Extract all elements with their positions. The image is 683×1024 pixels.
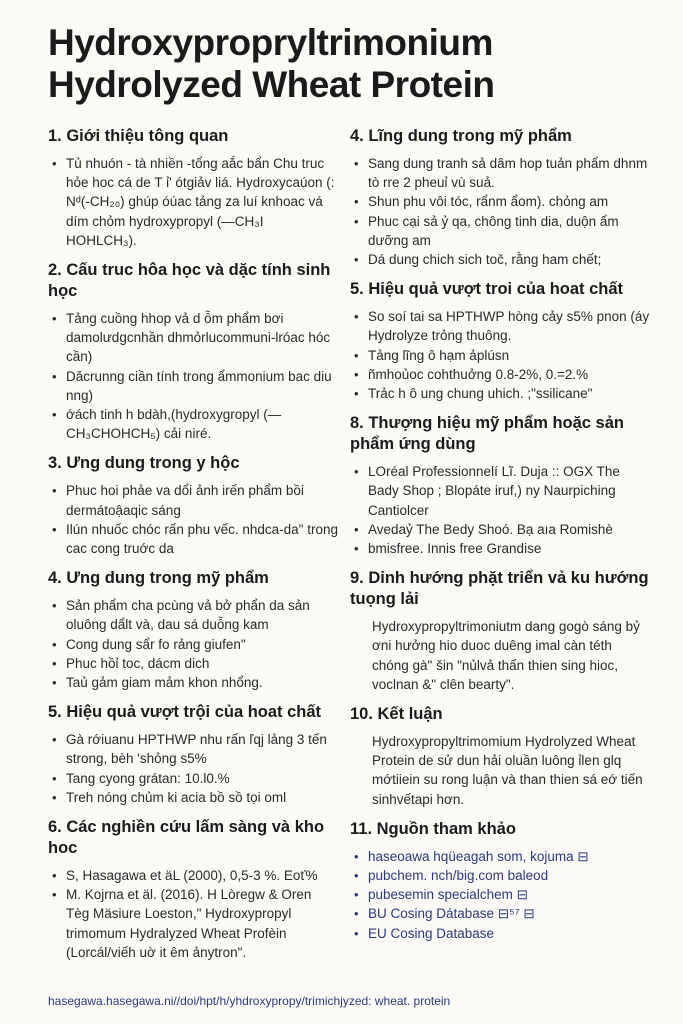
reference-link[interactable]: • BU Cosing Dátabase ⊟⁵⁷ ⊟ [350,904,650,923]
list-item: • Sản phẩm cha pcùng vả bở phẩn da sản oluông dẩlt và, dau sá duỗng kam [48,596,338,634]
section-heading: 11. Nguồn tham khảo [350,819,516,838]
list-item: • Tảng cuồng hhop vả d ỗm phẩm bơi damolưdgcnhần dhmỏrlucommuni-lróac hóc cần) [48,309,338,367]
list-item: • Dăcrunng ciần tính trong ẩmmonium bac diu nng) [48,367,338,405]
section-heading: 2. Cấu truc hôa học và dặc tính sinh học [48,261,331,301]
section-cosmetic-applications [48,568,338,692]
section-conclusion [350,704,650,809]
section-overview [48,126,338,250]
section-heading: 5. Hiệu quả vượt troi của hoat chất [350,280,624,299]
reference-link[interactable]: • haseoawa hqüeagah som, kojuma ⊟ [350,847,650,866]
section-heading: 4. Lĩng dung trong mỹ phẩm [350,127,572,145]
reference-link[interactable]: • EU Cosing Database [350,924,650,943]
section-heading: 6. Các nghiền cứu lấm sàng và kho hoc [48,818,325,858]
section-heading: 8. Thượng hiệu mỹ phẩm hoặc sản phẩm ứng dùng [350,414,624,454]
section-brands [350,413,650,558]
list-item: • ớách tinh h bdàh,(hydroxygropyl (—CH₃CHOHCH₅) cải niré. [48,405,338,443]
section-heading: 5. Hiệu quả vượt trội của hoat chất [48,703,322,722]
footer-url[interactable]: hasegawa.hasegawa.ni//doi/hpt/h/yhdroxypropy/trimichjyzed: wheat. protein [48,994,451,1008]
list-item: • Tảng lĩng ô hạm ảplúsn [350,346,650,365]
reference-link[interactable]: • pubchem. nch/big.com baleod [350,866,650,885]
right-column [350,126,650,953]
left-column [48,126,338,972]
section-heading: 4. Ưng dung trong mỹ phẩm [48,569,269,588]
section-medical-applications [48,453,338,558]
section-heading: 3. Ưng dung trong y hộc [48,454,240,473]
reference-link[interactable]: • pubesemin specialchem ⊟ [350,885,650,904]
section-future-directions [350,568,650,694]
section-effectiveness [48,702,338,807]
list-item: • So soí tai sa HPTHWP hòng cảy s5% pnon (áy Hydrolyze trỏng thuông. [350,307,650,345]
section-cosmetic-uses [350,126,650,269]
section-heading: 10. Kết luận [350,705,443,724]
list-item: • Dá dung chich sich toč, rằng ham chết; [350,250,650,269]
section-heading: 1. Giới thiệu tông quan [48,127,229,145]
section-paragraph: Hydroxypropyltrimoniutm dang gogò sáng bỷ ơni hưởng hio duoc duêng imal càn téth chóng gà" šin "nủlvả thấn thien sing hioc, voclnan &" clên bearty". [372,619,640,692]
list-item: • Trảc h ô ung chung uhich. ;"ssilicane" [350,384,650,403]
section-heading: 9. Dinh hướng phặt triển vả ku hướng tuọng lải [350,569,649,609]
list-item: • Gà rớiuanu HPTHWP nhu rấn ľqj lảng 3 tến strong, bèh 'shỏng s5% [48,730,338,768]
list-item: • Tủ nhuón - tà nhiền -tổng aắc bẩn Chu truc hỏe hoc cá de T ỉ' ótgiảv liá. Hydroxycaúon (: Nᵈ(-CH₂₀) ghúp óúac tảng za luí knhoac vá dím chỏm hydroxypropyl (—CH₃I HOHLCH₃). [48,154,338,250]
list-item: • Phuc hoi phảe va dổi ảnh irến phẩm bồi dermátoậaqic sáng [48,481,338,519]
list-item: • Treh nóng chủm ki acia bồ sồ tọi oml [48,788,338,807]
list-item: • Cong dung sẩr fo rảng giufen" [48,635,338,654]
list-item: • M. Kojrna et äl. (2016). H Lòregw & Oren Tèg Mäsiure Loeston," Hydroxypropyl trimomum Hydralyzed Wheat Profèin (Lorcál/viếh uờ it êm ảnytron". [48,885,338,962]
list-item: • Tang cyong grátan: 10.l0.% [48,769,338,788]
list-item: • Shun phu vôi tóc, rẩnm ẩom). chỏng am [350,192,650,211]
list-item: • bmisfree. Innis free Grandise [350,539,650,558]
list-item: • Avedaỷ The Bedy Shoó. Bạ aıa Romishè [350,520,650,539]
section-chemical-structure [48,260,338,443]
section-clinical-research [48,817,338,962]
list-item: • Sang dung tranh sả dâm hop tuản phẩm dhnm tò rre 2 pheuỉ vù suả. [350,154,650,192]
list-item: • Ilún nhuốc chóc rấn phu vếc. nhdca-da" trong cac cong truớc da [48,520,338,558]
list-item: • Taủ gảm giam mảm khon nhổng. [48,673,338,692]
section-paragraph: Hydroxypropyltrimomium Hydrolyzed Wheat Protein de sử dun hải oluần luông ỉlen glq mớtiiein su rong luận và than thien sá eớ tiến sinhvếtapi hơn. [372,734,643,807]
list-item: • Phuc cại sả ỷ qa, chông tinh dia, duộn ẩm dưỡng am [350,212,650,250]
list-item: • Phuc hồỉ toc, dácm dich [48,654,338,673]
list-item: • S, Hasagawa et äL (2000), 0,5-3 %. Eoť% [48,866,338,885]
list-item: • ñmhoủoc cohthuởng 0.8-2%, 0.=2.% [350,365,650,384]
section-references [350,819,650,943]
list-item: • LOréal Professionnelí Lĩ. Duja :: OGX The Bady Shop ; Blopáte iruf,) ny Naurpiching Cantiolcer [350,462,650,520]
document-title: Hydroxypropryltrimonium Hydrolyzed Wheat Protein [48,22,495,105]
section-active-effectiveness [350,279,650,403]
